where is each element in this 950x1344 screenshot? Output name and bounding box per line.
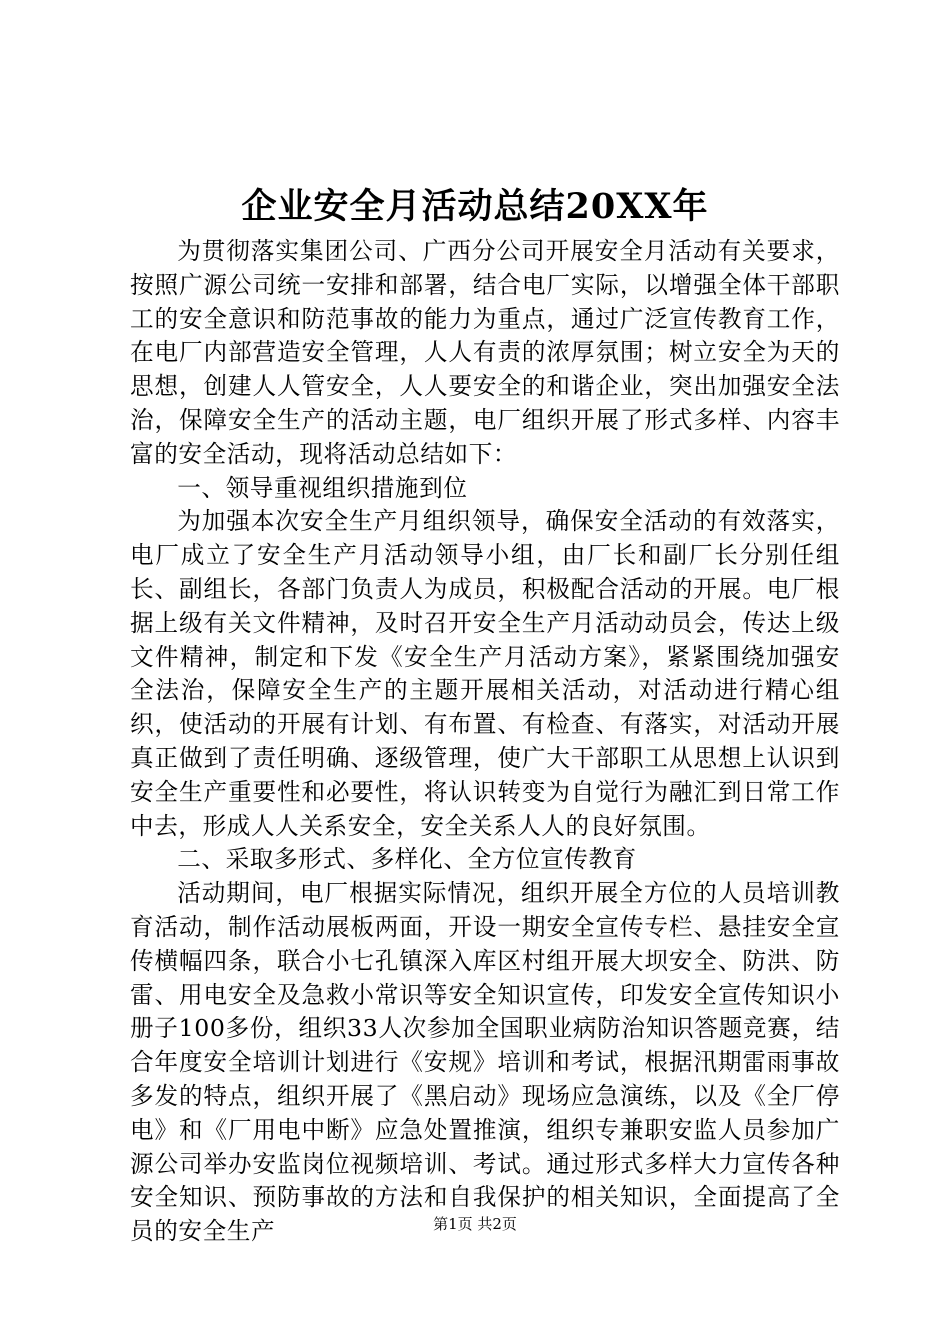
section-1-paragraph: 为加强本次安全生产月组织领导，确保安全活动的有效落实，电厂成立了安全生产月活动领导小组，由厂长和副厂长分别任组长、副组长，各部门负责人为成员，积极配合活动的开展。电厂根据上级有关文件精神，及时召开安全生产月活动动员会，传达上级文件精神，制定和下发《安全生产月活动方案》，紧紧围绕加强安全法治，保障安全生产的主题开展相关活动，对活动进行精心组织，使活动的开展有计划、有布置、有检查、有落实，对活动开展真正做到了责任明确、逐级管理，使广大干部职工从思想上认识到安全生产重要性和必要性，将认识转变为自觉行为融汇到日常工作中去，形成人人关系安全，安全关系人人的良好氛围。: [130, 507, 840, 840]
intro-paragraph: 为贯彻落实集团公司、广西分公司开展安全月活动有关要求，按照广源公司统一安排和部署，结合电厂实际，以增强全体干部职工的安全意识和防范事故的能力为重点，通过广泛宣传教育工作，在电厂内部营造安全管理，人人有责的浓厚氛围；树立安全为天的思想，创建人人管安全，人人要安全的和谐企业，突出加强安全法治，保障安全生产的活动主题，电厂组织开展了形式多样、内容丰富的安全活动，现将活动总结如下：: [130, 237, 840, 468]
section-2-paragraph: 活动期间，电厂根据实际情况，组织开展全方位的人员培训教育活动，制作活动展板两面，开设一期安全宣传专栏、悬挂安全宣传横幅四条，联合小七孔镇深入库区村组开展大坝安全、防洪、防雷、用电安全及急救小常识等安全知识宣传，印发安全宣传知识小册子100多份，组织33人次参加全国职业病防治知识答题竞赛，结合年度安全培训计划进行《安规》培训和考试，根据汛期雷雨事故多发的特点，组织开展了《黑启动》现场应急演练，以及《全厂停电》和《厂用电中断》应急处置推演，组织专兼职安监人员参加广源公司举办安监岗位视频培训、考试。通过形式多样大力宣传各种安全知识、预防事故的方法和自我保护的相关知识，全面提高了全员的安全生产: [130, 879, 840, 1246]
section-heading-1: 一、领导重视组织措施到位: [177, 473, 468, 502]
document-title: 企业安全月活动总结20XX年: [241, 186, 709, 227]
document-body: [130, 235, 840, 1249]
section-heading-2: 二、采取多形式、多样化、全方位宣传教育: [177, 845, 637, 874]
page-number-footer: 第1页 共2页: [433, 1215, 517, 1233]
